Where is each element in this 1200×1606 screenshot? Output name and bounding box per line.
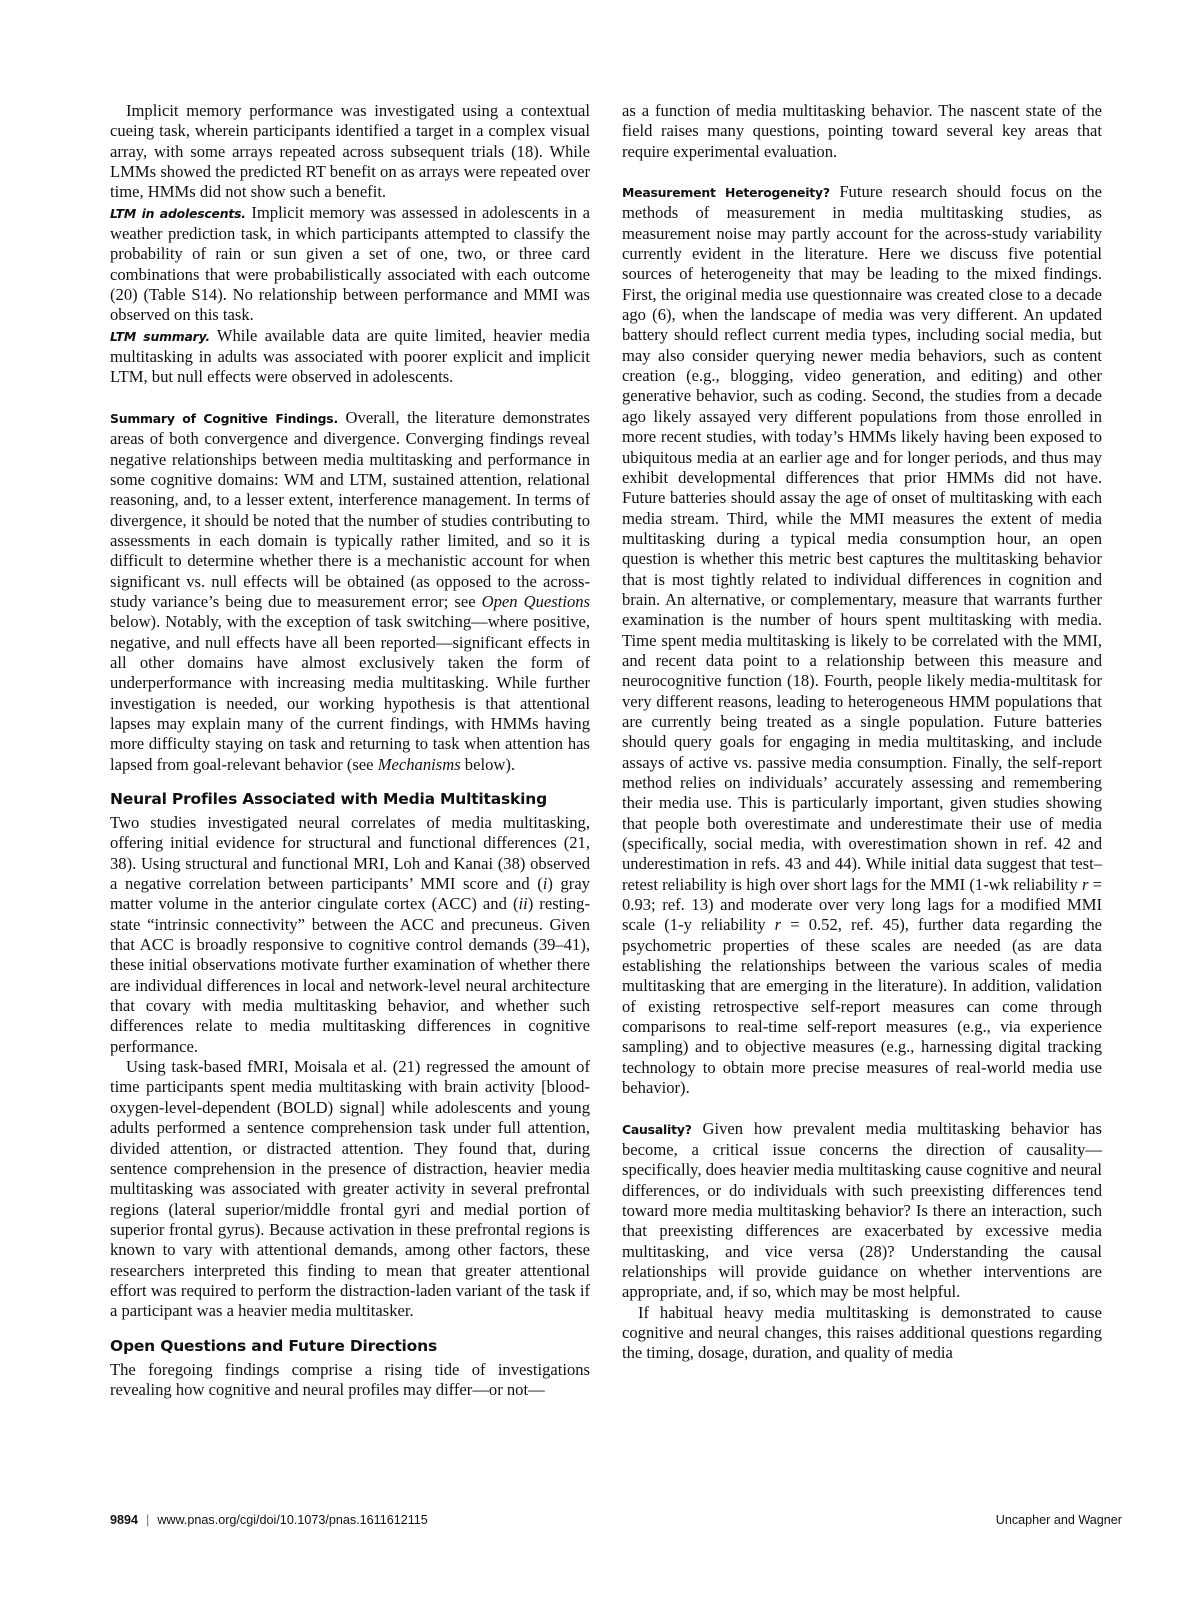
running-authors: Uncapher and Wagner [995,1513,1122,1527]
run-in-head-summary-cognitive-findings: Summary of Cognitive Findings. [110,410,338,426]
paragraph-summary-cognitive-findings: Summary of Cognitive Findings. Overall, the literature demonstrates areas of both convergence and divergence. Converging findings reveal negative relationships between media multitasking and performance in some cognitive domains: WM and LTM, sustained attention, relational reasoning, and, to a lesser extent, interference management. In terms of divergence, it should be noted that the number of studies contributing to assessments in each domain is typically rather limited, and so it is difficult to determine whether there is a mechanistic account for when significant vs. null effects will be obtained (as opposed to the across-study variance’s being due to measurement error; see Open Questions below). Notably, with the exception of task switching—where positive, negative, and null effects have all been reported—significant effects in all other domains have almost exclusively taken the form of underperformance with increasing media multitasking. While further investigation is needed, our working hypothesis is that attentional lapses may explain many of the current findings, with HMMs having more difficulty staying on task and returning to task when attention has lapsed from goal-relevant behavior (see Mechanisms below). [110,407,590,774]
paragraph-neural-correlates: Two studies investigated neural correlates of media multitasking, offering initial evidence for structural and functional differences (21, 38). Using structural and functional MRI, Loh and Kanai (38) observed a negative correlation between participants’ MMI score and (i) gray matter volume in the anterior cingulate cortex (ACC) and (ii) resting-state “intrinsic connectivity” between the ACC and precuneus. Given that ACC is broadly responsive to cognitive control demands (39–41), these initial observations motivate further examination of whether there are individual differences in local and network-level neural architecture that covary with media multitasking behavior, and whether such differences relate to media multitasking differences in cognitive performance. [110,813,591,1056]
page-number: 9894 [110,1513,139,1527]
left-column [110,101,590,1400]
paragraph-task-based-fmri: Using task-based fMRI, Moisala et al. (21) regressed the amount of time participants spent media multitasking with brain activity [blood-oxygen-level-dependent (BOLD) signal] while adolescents and young adults performed a sentence comprehension task under full attention, divided attention, or distracted attention. They found that, during sentence comprehension in the presence of distraction, heavier media multitasking was associated with greater activity in several prefrontal regions (lateral superior/middle frontal gyri and medial portion of superior frontal gyrus). Because activation in these prefrontal regions is known to vary with attentional demands, among other factors, these researchers interpreted this finding to mean that greater attentional effort was required to perform the distraction-laden variant of the task if a participant was a heavier media multitasker. [110,1057,590,1321]
paragraph-measurement-heterogeneity: Measurement Heterogeneity? Future research should focus on the methods of measurement in media multitasking studies, as measurement noise may partly account for the across-study variability currently evident in the literature. Here we discuss five potential sources of heterogeneity that may be leading to the mixed findings. First, the original media use questionnaire was created close to a decade ago (6), when the landscape of media was very different. An updated battery should reflect current media types, including social media, but may also consider querying newer media behaviors, such as content creation (e.g., blogging, video generation, and editing) and other generative behavior, such as coding. Second, the studies from a decade ago likely assayed very different populations from those enrolled in more recent studies, with today’s HMMs likely having been exposed to ubiquitous media at an earlier age and for longer periods, and thus may exhibit developmental differences that prior HMMs did not have. Future batteries should assay the age of onset of multitasking with each media stream. Third, while the MMI measures the extent of media multitasking during a typical media consumption hour, an open question is whether this metric best captures the multitasking behavior that is most tightly related to individual differences in cognition and brain. An alternative, or complementary, measure that warrants further examination is the number of hours spent multitasking with media. Time spent media multitasking is likely to be correlated with the MMI, and recent data point to a relationship between this measure and neurocognitive function (18). Fourth, people likely media-multitask for very different reasons, leading to heterogeneous HMM populations that are currently being treated as a single population. Future batteries should query goals for engaging in media multitasking, and include assays of active vs. passive media consumption. Finally, the self-report method relies on individuals’ accurately assessing and remembering their media use. This is particularly important, given studies showing that people both overestimate and underestimate their use of media (specifically, social media, with overestimation shown in ref. 42 and underestimation in refs. 43 and 44). While initial data suggest that test–retest reliability is high over short lags for the MMI (1-wk reliability r = 0.93; ref. 13) and moderate over very long lags for a modified MMI scale (1-y reliability r = 0.52, ref. 45), further data regarding the psychometric properties of these scales are needed (as are data establishing the relationships between the various scales of media multitasking that are emerging in the literature). In addition, validation of existing retrospective self-report measures can come through comparisons to real-time self-report measures (e.g., via experience sampling) and to objective measures (e.g., harnessing digital tracking technology to obtain more precise measures of real-world media use behavior). [622,182,1103,1098]
paragraph-ltm-summary: LTM summary. While available data are quite limited, heavier media multitasking in adults was associated with poorer explicit and implicit LTM, but null effects were observed in adolescents. [110,325,590,387]
paragraph-habitual-multitasking: If habitual heavy media multitasking is demonstrated to cause cognitive and neural changes, this raises additional questions regarding the timing, dosage, duration, and quality of media [622,1302,1102,1363]
run-in-head-ltm-summary: LTM summary. [110,328,210,344]
paragraph-ltm-adolescents: LTM in adolescents. Implicit memory was assessed in adolescents in a weather prediction task, in which participants attempted to classify the probability of rain or sun given a set of one, two, or three card combinations that were probabilistically associated with each outcome (20) (Table S14). No relationship between performance and MMI was observed on this task. [110,202,590,325]
paragraph-causality: Causality? Given how prevalent media multitasking behavior has become, a critical issue concerns the direction of causality—specifically, does heavier media multitasking cause cognitive and neural differences, or do individuals with such preexisting differences tend toward more media multitasking behavior? Is there an interaction, such that preexisting differences are exacerbated by excessive media multitasking, and vice versa (28)? Understanding the causal relationships will provide guidance on whether interventions are appropriate, and, if so, which may be most helpful. [622,1118,1102,1302]
footer-separator: | [146,1513,150,1527]
doi-link[interactable]: www.pnas.org/cgi/doi/10.1073/pnas.1611612115 [157,1513,428,1527]
paragraph-implicit-memory: Implicit memory performance was investigated using a contextual cueing task, wherein participants identified a target in a complex visual array, with some arrays repeated across subsequent trials (18). While LMMs showed the predicted RT benefit on as arrays were repeated over time, HMMs did not show such a benefit. [110,101,590,202]
run-in-head-causality: Causality? [622,1121,692,1137]
run-in-head-measurement-heterogeneity: Measurement Heterogeneity? [622,185,830,201]
page-footer [110,1513,1122,1533]
run-in-head-ltm-adolescents: LTM in adolescents. [110,205,246,221]
paragraph-foregoing-findings: The foregoing findings comprise a rising tide of investigations revealing how cognitive and neural profiles may differ—or not— [110,1359,590,1399]
paragraph-continuation: as a function of media multitasking behavior. The nascent state of the field raises many questions, pointing toward several key areas that require experimental evaluation. [622,101,1102,161]
italic-mechanisms: Mechanisms [377,754,461,774]
italic-open-questions: Open Questions [481,591,590,611]
section-heading-neural-profiles: Neural Profiles Associated with Media Multitasking [110,790,547,808]
right-column [622,101,1102,1364]
section-heading-open-questions: Open Questions and Future Directions [110,1336,437,1355]
